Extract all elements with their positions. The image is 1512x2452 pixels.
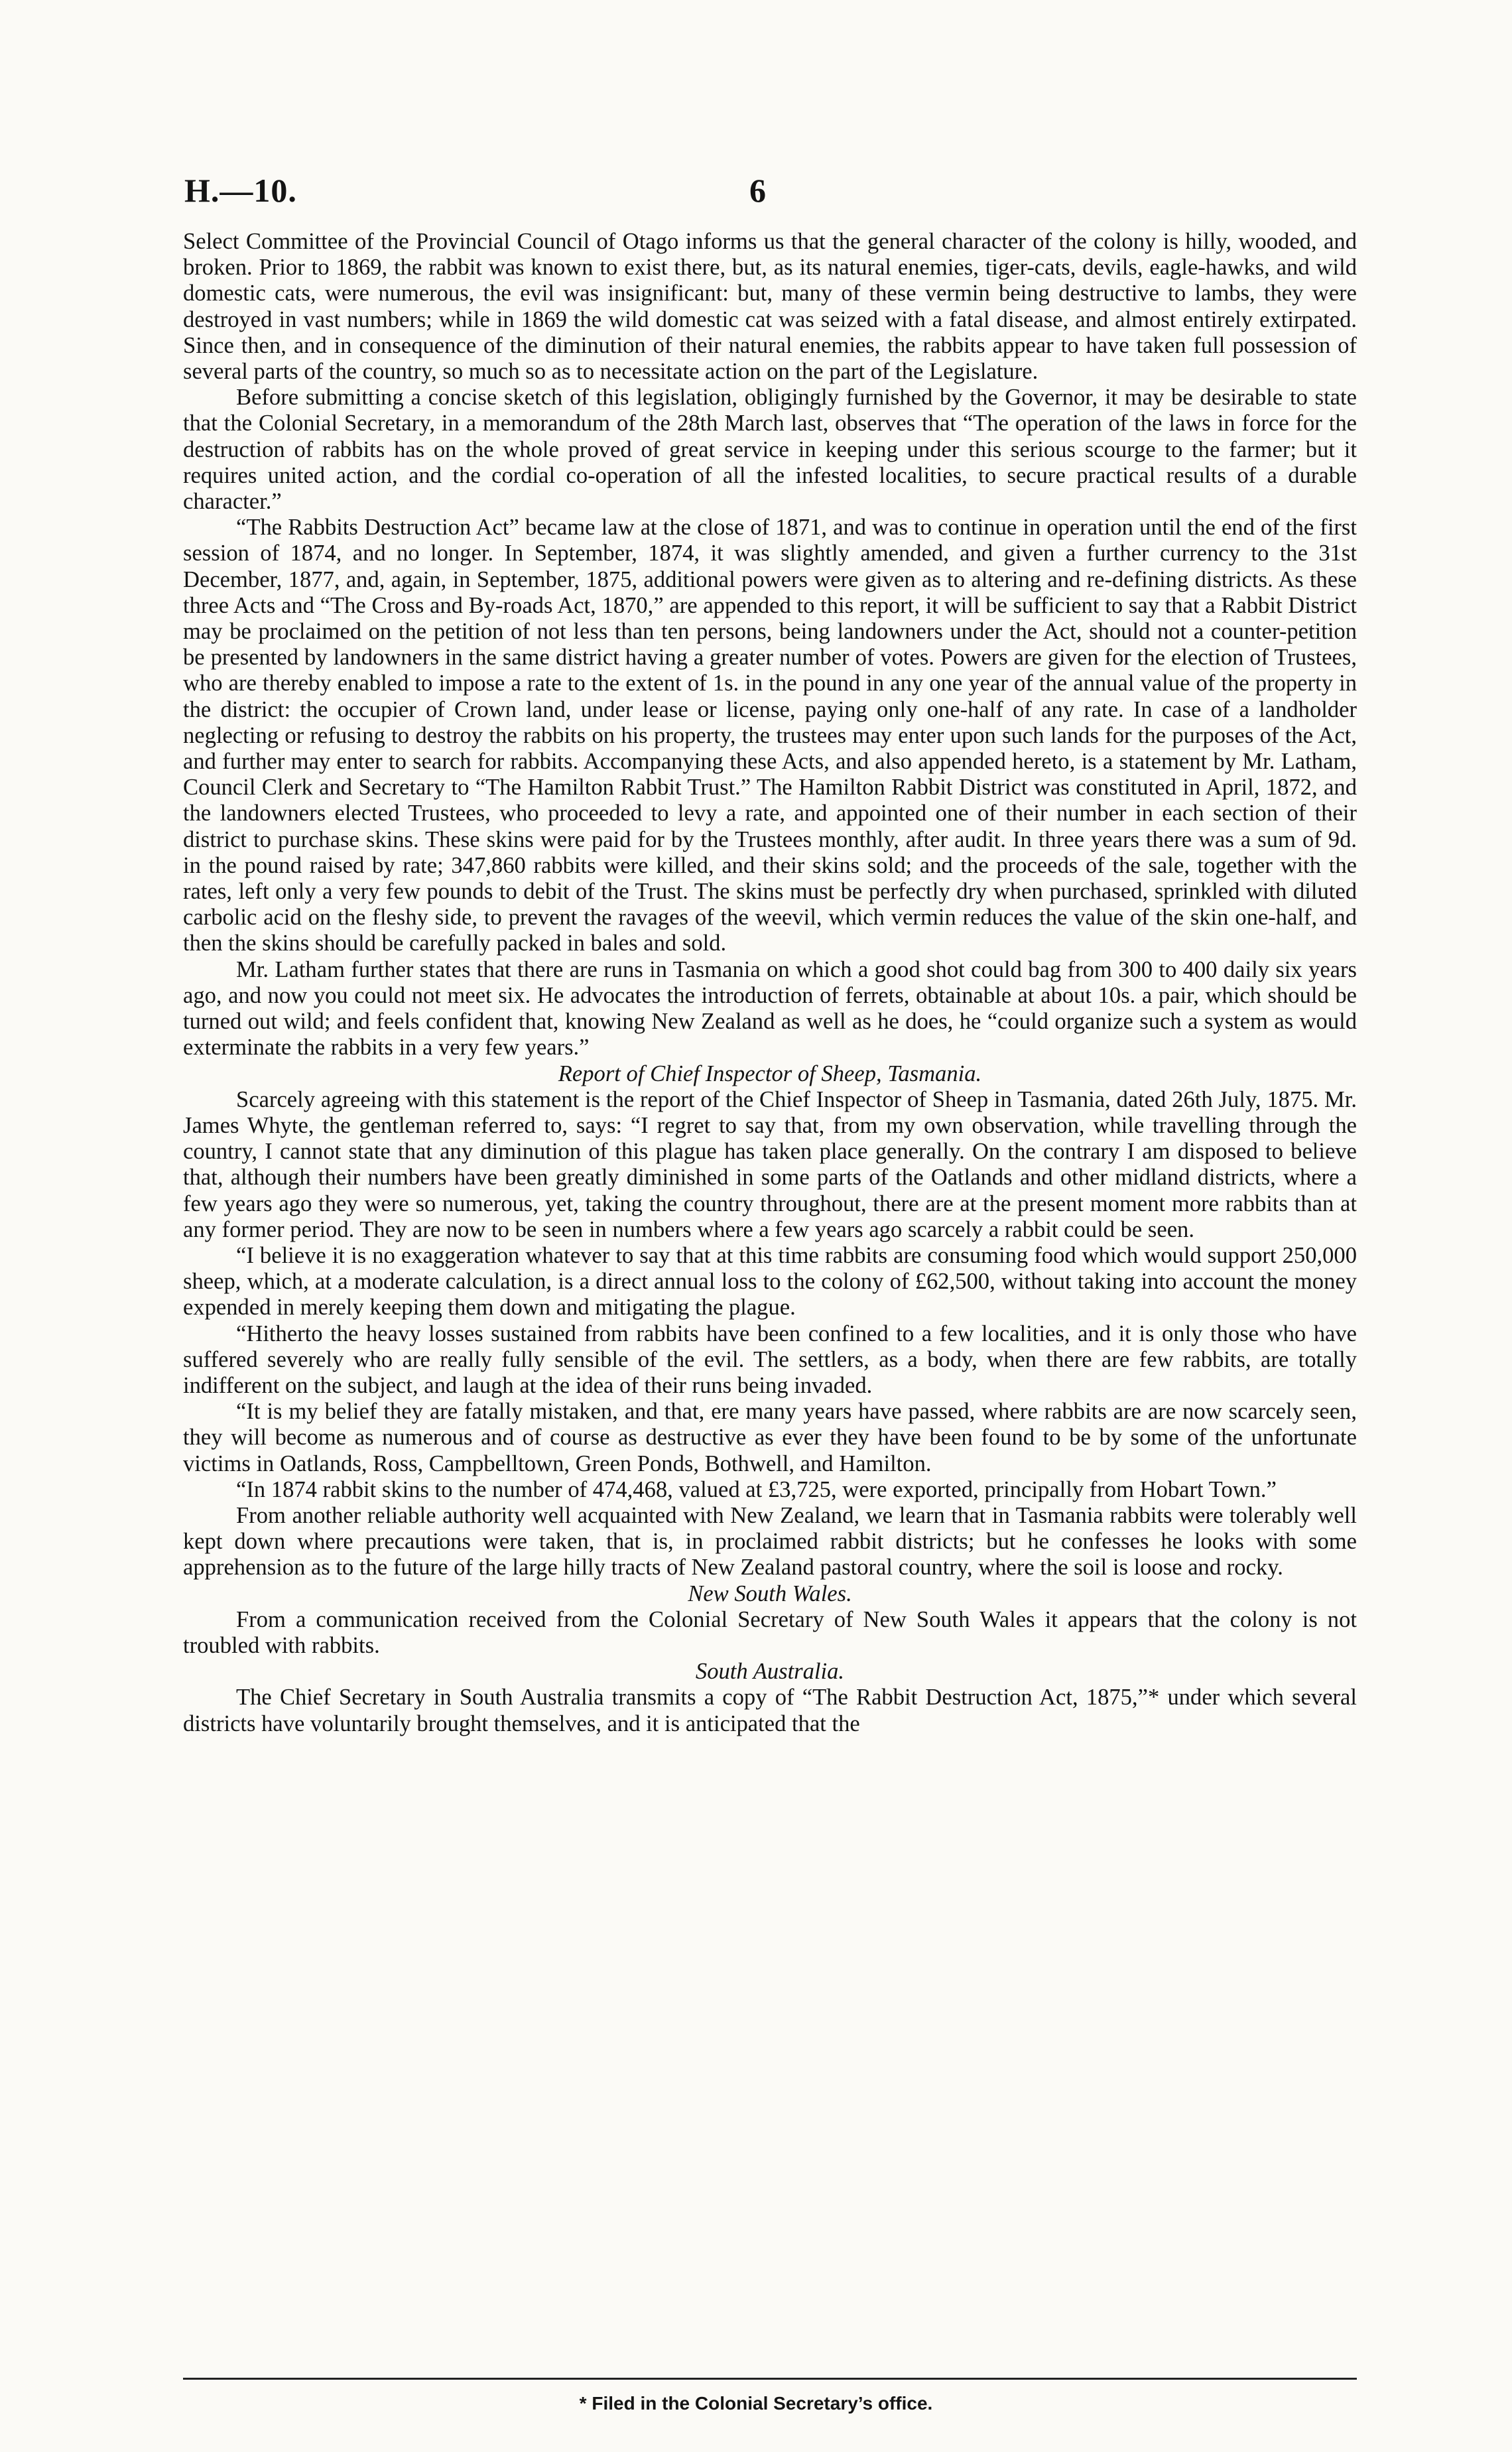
- section-heading-nsw: New South Wales.: [688, 1581, 852, 1606]
- footnote: * Filed in the Colonial Secretary’s office.: [579, 2393, 933, 2414]
- document-body: [183, 229, 1357, 1737]
- paragraph-south-australia: The Chief Secretary in South Australia transmits a copy of “The Rabbit Destruction Act, 1875,”* under which several districts have voluntarily brought themselves, and it is anticipated that the: [183, 1685, 1357, 1736]
- footnote-rule: [183, 2378, 1357, 2380]
- paragraph-legislation: Before submitting a concise sketch of this legislation, obligingly furnished by the Governor, it may be desirable to state that the Colonial Secretary, in a memorandum of the 28th March last, observes that “The operation of the laws in force for the destruction of rabbits has on the whole proved of great service in keeping under this serious scourge to the farmer; but it requires united action, and the cordial co-operation of all the infested localities, to secure practical results of a durable character.”: [183, 385, 1357, 515]
- section-heading-south-australia: South Australia.: [695, 1659, 845, 1685]
- paragraph-whyte-report: Scarcely agreeing with this statement is the report of the Chief Inspector of Sheep in Tasmania, dated 26th July, 1875. Mr. James Whyte, the gentleman referred to, says: “I regret to say that, from my own observation, while travelling through the country, I cannot state that any diminution of this plague has taken place generally. On the contrary I am disposed to believe that, although their numbers have been greatly diminished in some parts of the Oatlands and other midland districts, where a few years ago they were so numerous, yet, taking the country throughout, there are at the present moment more rabbits than at any former period. They are now to be seen in numbers where a few years ago scarcely a rabbit could be seen.: [183, 1086, 1357, 1242]
- paragraph-exaggeration: “I believe it is no exaggeration whatever to say that at this time rabbits are consuming food which would support 250,000 sheep, which, at a moderate calculation, is a direct annual loss to the colony of £62,500, without taking into account the money expended in merely keeping them down and mitigating the plague.: [183, 1242, 1357, 1321]
- paragraph-nsw: From a communication received from the Colonial Secretary of New South Wales it appears that the colony is not troubled with rabbits.: [183, 1606, 1357, 1658]
- paragraph-skins-exported: “In 1874 rabbit skins to the number of 474,468, valued at £3,725, were exported, principally from Hobart Town.”: [236, 1476, 1277, 1502]
- page-number: 6: [749, 172, 766, 209]
- paragraph-latham: Mr. Latham further states that there are runs in Tasmania on which a good shot could bag from 300 to 400 daily six years ago, and now you could not meet six. He advocates the introduction of ferrets, obtainable at about 10s. a pair, which should be turned out wild; and feels confident that, knowing New Zealand as well as he does, he “could organize such a system as would exterminate the rabbits in a very few years.”: [183, 956, 1357, 1061]
- paragraph-heavy-losses: “Hitherto the heavy losses sustained from rabbits have been confined to a few localities, and it is only those who have suffered severely who are really fully sensible of the evil. The settlers, as a body, when there are few rabbits, are totally indifferent on the subject, and laugh at the idea of their runs being invaded.: [183, 1321, 1357, 1398]
- paragraph-rabbits-act: “The Rabbits Destruction Act” became law at the close of 1871, and was to continue in operation until the end of the first session of 1874, and no longer. In September, 1874, it was slightly amended, and given a further currency to the 31st December, 1877, and, again, in September, 1875, additional powers were given as to altering and re-defining districts. As these three Acts and “The Cross and By-roads Act, 1870,” are appended to this report, it will be sufficient to say that a Rabbit District may be proclaimed on the petition of not less than ten persons, being landowners under the Act, should not a counter-petition be presented by landowners in the same district having a greater number of votes. Powers are given for the election of Trustees, who are thereby enabled to impose a rate to the extent of 1s. in the pound in any one year of the annual value of the property in the district: the occupier of Crown land, under lease or license, paying only one-half of any rate. In case of a landholder neglecting or refusing to destroy the rabbits on his property, the trustees may enter upon such lands for the purposes of the Act, and further may enter to search for rabbits. Accompanying these Acts, and also appended hereto, is a statement by Mr. Latham, Council Clerk and Secretary to “The Hamilton Rabbit Trust.” The Hamilton Rabbit District was constituted in April, 1872, and the landowners elected Trustees, who proceeded to levy a rate, and appointed one of their number in each section of their district to purchase skins. These skins were paid for by the Trustees monthly, after audit. In three years there was a sum of 9d. in the pound raised by rate; 347,860 rabbits were killed, and their skins sold; and the proceeds of the sale, together with the rates, left only a very few pounds to debit of the Trust. The skins must be perfectly dry when purchased, sprinkled with diluted carbolic acid on the fleshy side, to prevent the ravages of the weevil, which vermin reduces the value of the skin one-half, and then the skins should be carefully packed in bales and sold.: [183, 515, 1357, 956]
- document-reference: H.—10.: [184, 172, 297, 209]
- paragraph-belief: “It is my belief they are fatally mistaken, and that, ere many years have passed, where rabbits are are now scarcely seen, they will become as numerous and of course as destructive as ever they have been found to be by some of the unfortunate victims in Oatlands, Ross, Campbelltown, Green Ponds, Bothwell, and Hamilton.: [183, 1399, 1357, 1476]
- section-heading-tasmania: Report of Chief Inspector of Sheep, Tasmania.: [558, 1061, 982, 1086]
- paragraph-reliable-authority: From another reliable authority well acquainted with New Zealand, we learn that in Tasmania rabbits were tolerably well kept down where precautions were taken, that is, in proclaimed rabbit districts; but he confesses he looks with some apprehension as to the future of the large hilly tracts of New Zealand pastoral country, where the soil is loose and rocky.: [183, 1502, 1357, 1581]
- paragraph-otago: Select Committee of the Provincial Council of Otago informs us that the general character of the colony is hilly, wooded, and broken. Prior to 1869, the rabbit was known to exist there, but, as its natural enemies, tiger-cats, devils, eagle-hawks, and wild domestic cats, were numerous, the evil was insignificant: but, many of these vermin being destructive to lambs, they were destroyed in vast numbers; while in 1869 the wild domestic cat was seized with a fatal disease, and almost entirely extirpated. Since then, and in consequence of the diminution of their natural enemies, the rabbits appear to have taken full possession of several parts of the country, so much so as to necessitate action on the part of the Legislature.: [183, 229, 1357, 385]
